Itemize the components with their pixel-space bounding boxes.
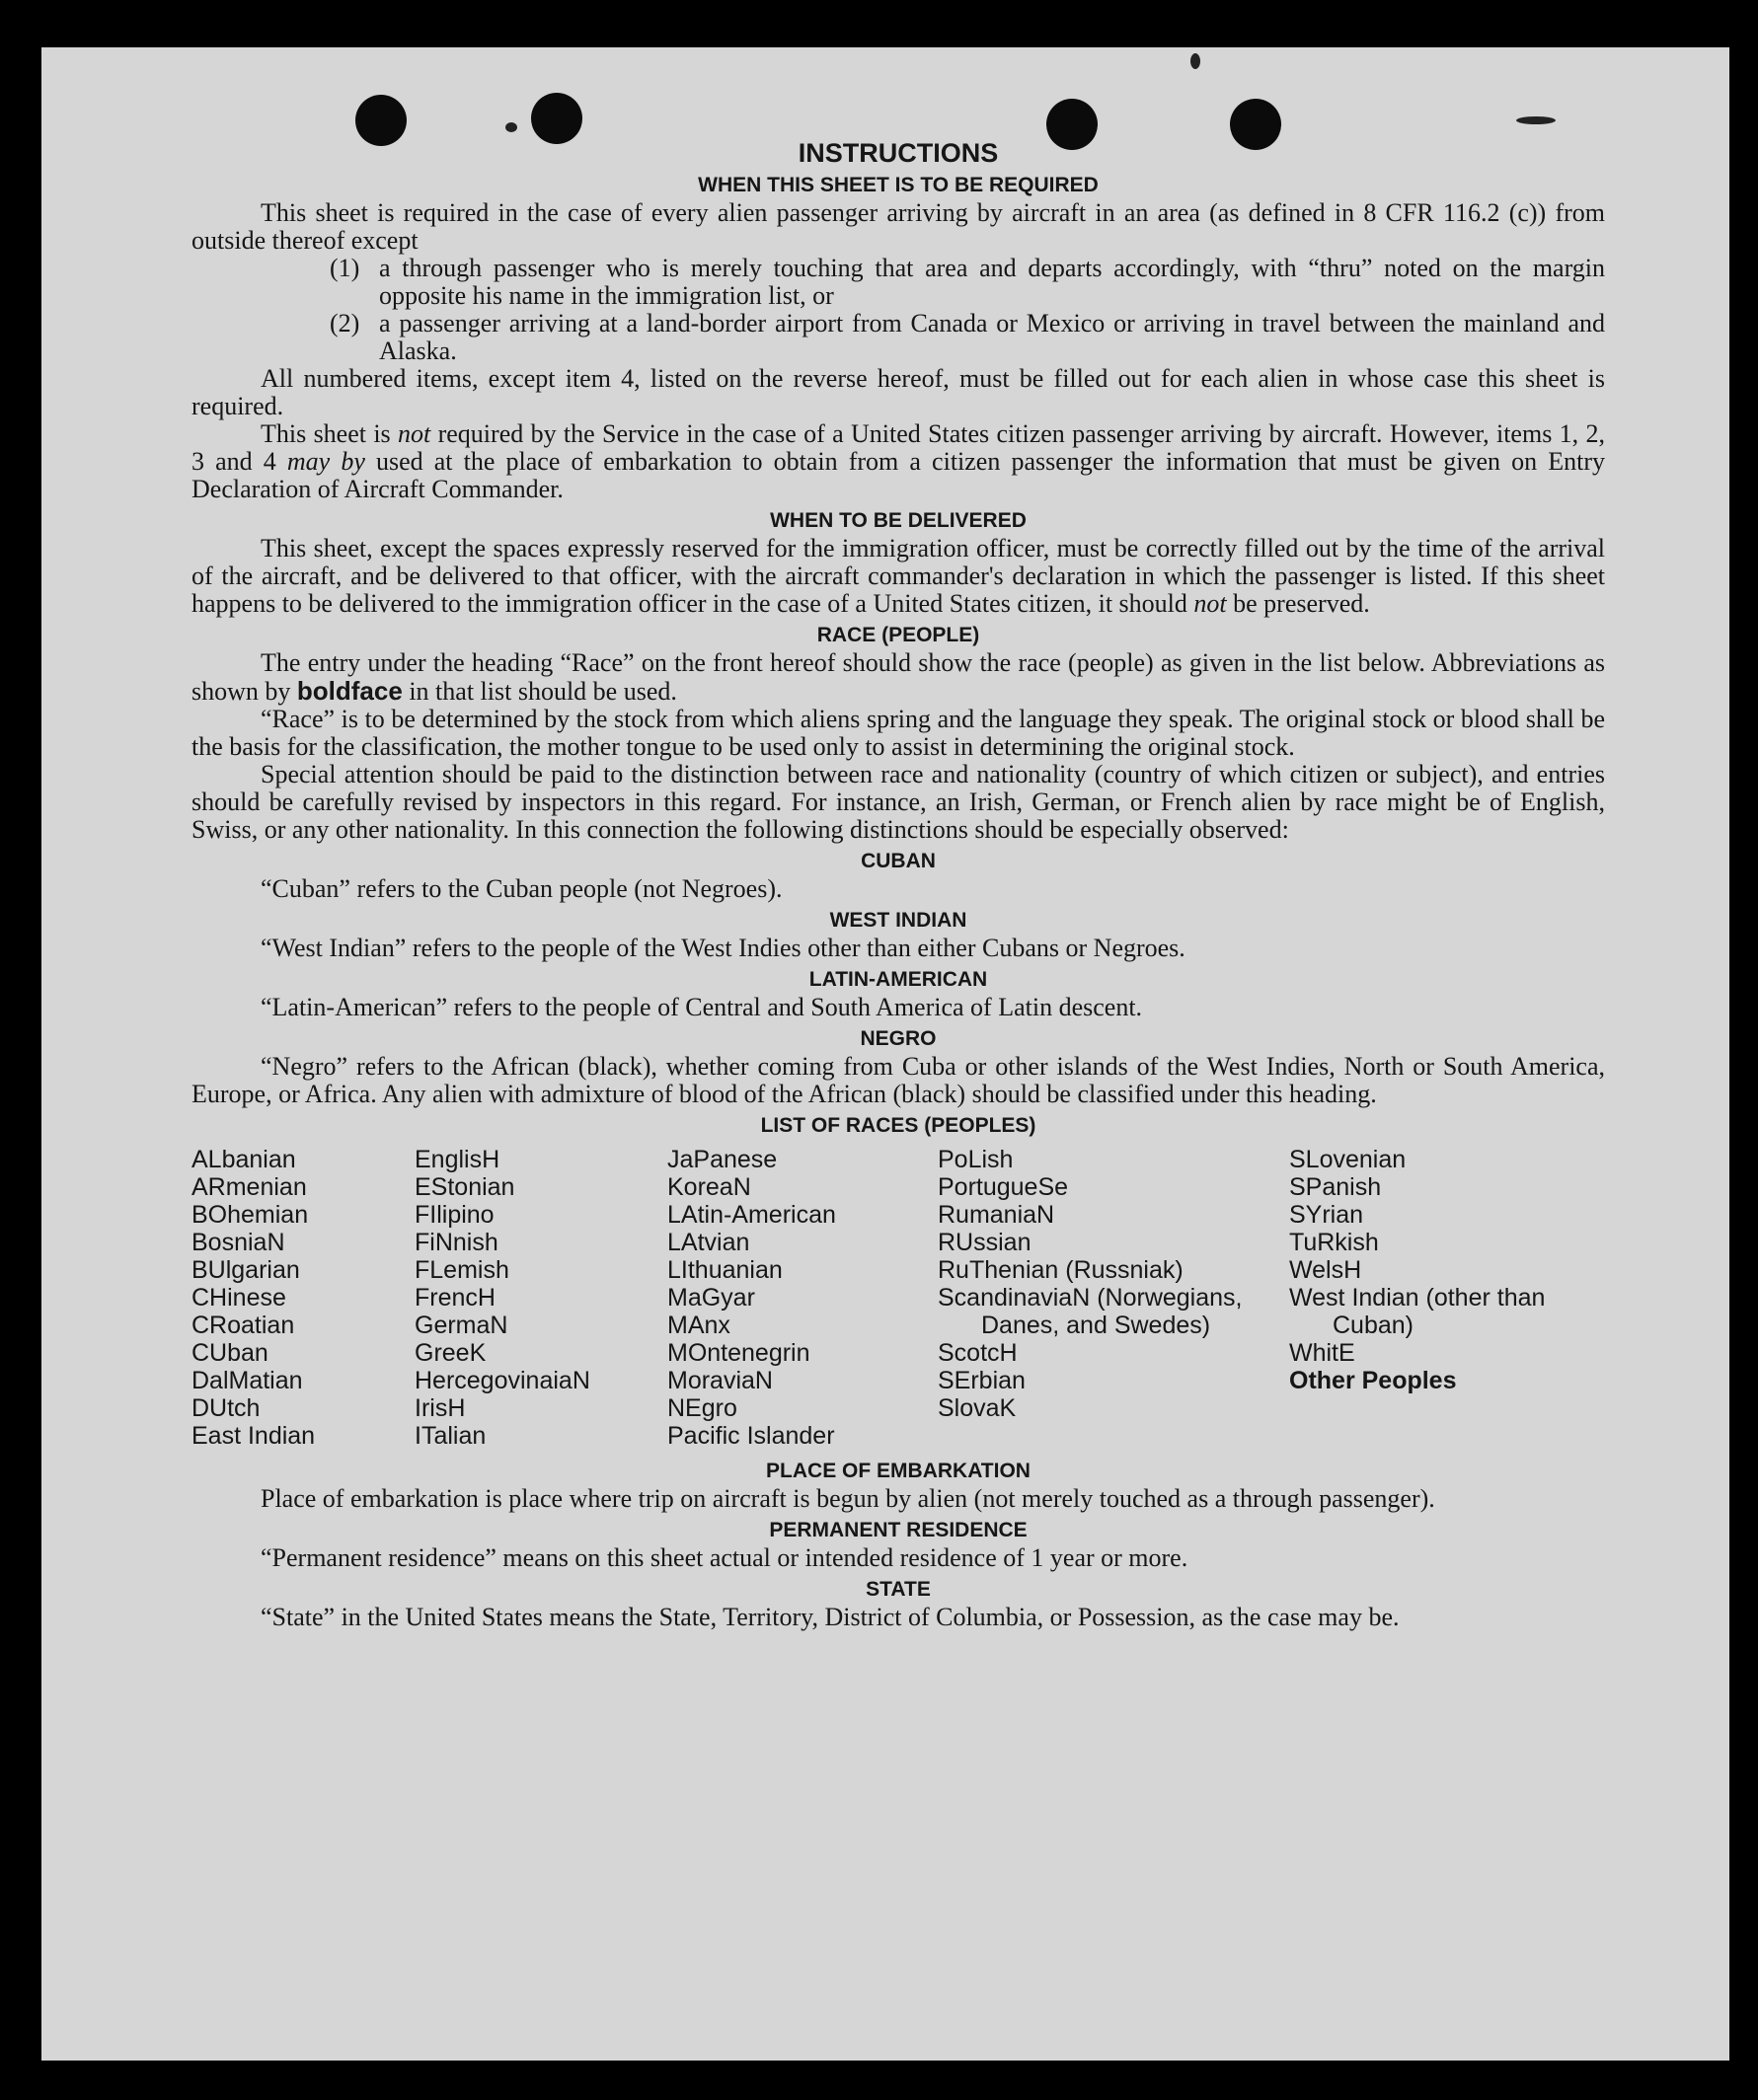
race-entry: MaGyar [667,1284,755,1312]
item-text: a through passenger who is merely touching that area and departs accordingly, with “thru” noted on the margin opposite his name in the immigration list, or [379,254,1605,310]
race-entry: FiNnish [415,1229,498,1256]
item-number: (2) [330,309,360,338]
race-entry: HercegovinaiaN [415,1367,590,1394]
item-text: a passenger arriving at a land-border airport from Canada or Mexico or arriving in travel between the mainland and Alaska. [379,309,1605,365]
document-sheet [41,47,1729,2061]
section-heading: STATE [866,1578,931,1601]
text-run: This sheet is [261,419,399,448]
paragraph: Special attention should be paid to the distinction between race and nationality (country of which citizen or subject), and entries should be carefully revised by inspectors in this regard. For instance, an Irish, German, or French alien by race might be of English, Swiss, or any other nationality. In this connection the following distinctions should be especially observed: [191,760,1605,844]
paragraph: “Latin-American” refers to the people of Central and South America of Latin descent. [261,993,1143,1021]
text-run: This sheet, except the spaces expressly reserved for the immigration officer, must be correctly filled out by the time of the arrival of the aircraft, and be delivered to that officer, with the aircraft commander's declaration in which the passenger is listed. If this sheet happens to be delivered to the immigration officer in the case of a United States citizen, it should [191,534,1605,618]
paragraph: “Race” is to be determined by the stock from which aliens spring and the language they speak. The original stock or blood shall be the basis for the classification, the mother tongue to be used only to assist in determining the original stock. [191,705,1605,761]
race-column [938,1146,1244,1422]
paragraph [191,535,1605,618]
paragraph [191,420,1605,503]
race-column [1289,1146,1575,1394]
paragraph: Place of embarkation is place where trip on aircraft is begun by alien (not merely touched as a through passenger). [261,1484,1435,1513]
ink-mark [505,122,517,132]
section-heading: WHEN TO BE DELIVERED [770,509,1027,532]
race-entry: GermaN [415,1312,508,1339]
race-entry: SLovenian [1289,1146,1407,1173]
race-entry: FIlipino [415,1201,495,1229]
ink-mark [1190,53,1200,69]
race-entry: JaPanese [667,1146,778,1173]
section-heading: CUBAN [861,850,936,872]
paragraph: “Negro” refers to the African (black), whether coming from Cuba or other islands of the West Indies, North or South America, Europe, or Africa. Any alien with admixture of blood of the African (black) should be classified under this heading. [191,1052,1605,1108]
race-entry: SYrian [1289,1201,1364,1229]
race-entry: ScandinaviaN (Norwegians, Danes, and Swedes) [938,1284,1243,1339]
emphasis: may by [286,447,365,476]
race-entry: SErbian [938,1367,1026,1394]
section-heading: NEGRO [860,1027,937,1050]
race-entry: FrencH [415,1284,496,1312]
race-entry: KoreaN [667,1173,751,1201]
race-entry: West Indian (other than Cuban) [1289,1284,1546,1339]
race-entry: WhitE [1289,1339,1355,1367]
race-column [667,1146,914,1450]
race-entry: ITalian [415,1422,487,1450]
race-entry: GreeK [415,1339,487,1367]
race-entry: Other Peoples [1289,1367,1457,1394]
race-entry: CHinese [191,1284,286,1312]
section-heading: PLACE OF EMBARKATION [766,1460,1031,1482]
race-entry: Pacific Islander [667,1422,835,1450]
section-heading: PERMANENT RESIDENCE [769,1519,1028,1541]
race-entry: SlovaK [938,1394,1017,1422]
race-entry: MAnx [667,1312,730,1339]
race-entry: DUtch [191,1394,261,1422]
page-title: INSTRUCTIONS [798,138,999,168]
race-entry: FLemish [415,1256,509,1284]
race-entry: MoraviaN [667,1367,773,1394]
race-entry: ALbanian [191,1146,296,1173]
race-entry: CRoatian [191,1312,295,1339]
race-entry: CUban [191,1339,268,1367]
race-entry: RUssian [938,1229,1032,1256]
item-number: (1) [330,254,360,282]
paragraph [191,649,1605,706]
race-entry: TuRkish [1289,1229,1379,1256]
list-item [330,310,1605,365]
race-entry: BUlgarian [191,1256,300,1284]
race-entry: WelsH [1289,1256,1362,1284]
race-entry: SPanish [1289,1173,1382,1201]
section-heading: RACE (PEOPLE) [816,624,980,646]
race-entry: LAtvian [667,1229,750,1256]
race-entry: LIthuanian [667,1256,783,1284]
section-heading: WHEN THIS SHEET IS TO BE REQUIRED [698,174,1099,196]
race-entry: BosniaN [191,1229,285,1256]
punch-hole [531,93,582,144]
race-entry: LAtin-American [667,1201,836,1229]
race-entry: PoLish [938,1146,1014,1173]
text-run: in that list should be used. [402,677,677,706]
race-entry: EnglisH [415,1146,500,1173]
ink-mark [1516,116,1556,124]
text-run: be preserved. [1226,589,1370,618]
race-entry: DalMatian [191,1367,303,1394]
section-heading: LIST OF RACES (PEOPLES) [760,1114,1036,1137]
paragraph: “Permanent residence” means on this sheet actual or intended residence of 1 year or more. [261,1543,1188,1572]
bold-text: boldface [296,676,403,706]
race-entry: RuThenian (Russniak) [938,1256,1184,1284]
race-entry: PortugueSe [938,1173,1069,1201]
race-entry: ARmenian [191,1173,307,1201]
section-heading: LATIN-AMERICAN [808,968,988,991]
race-entry: NEgro [667,1394,737,1422]
paragraph: “Cuban” refers to the Cuban people (not Negroes). [261,874,783,903]
race-entry: BOhemian [191,1201,309,1229]
paragraph: All numbered items, except item 4, listed on the reverse hereof, must be filled out for each alien in whose case this sheet is required. [191,364,1605,420]
race-column [415,1146,642,1450]
race-entry: IrisH [415,1394,466,1422]
list-item [330,255,1605,310]
paragraph: “State” in the United States means the State, Territory, District of Columbia, or Possession, as the case may be. [261,1603,1400,1631]
race-entry: EStonian [415,1173,515,1201]
section-heading: WEST INDIAN [829,909,967,932]
text-run: The entry under the heading “Race” on the front hereof should show the race (people) as given in the list below. Abbreviations as shown by [191,648,1605,706]
emphasis: not [398,419,431,448]
paragraph: “West Indian” refers to the people of the West Indies other than either Cubans or Negroes. [261,934,1185,962]
text-run: required by the Service in the case of a United States citizen passenger arriving by aircraft. However, items 1, 2, 3 and 4 [191,419,1605,476]
emphasis: not [1193,589,1227,618]
race-entry: East Indian [191,1422,316,1450]
race-list [191,1146,1605,1454]
instructions-body [191,138,1605,1631]
race-entry: ScotcH [938,1339,1018,1367]
paragraph: This sheet is required in the case of every alien passenger arriving by aircraft in an area (as defined in 8 CFR 116.2 (c)) from outside thereof except [191,198,1605,255]
race-entry: MOntenegrin [667,1339,810,1367]
race-entry: RumaniaN [938,1201,1055,1229]
race-column [191,1146,389,1450]
text-run: used at the place of embarkation to obtain from a citizen passenger the information that must be given on Entry Declaration of Aircraft Commander. [191,447,1606,503]
